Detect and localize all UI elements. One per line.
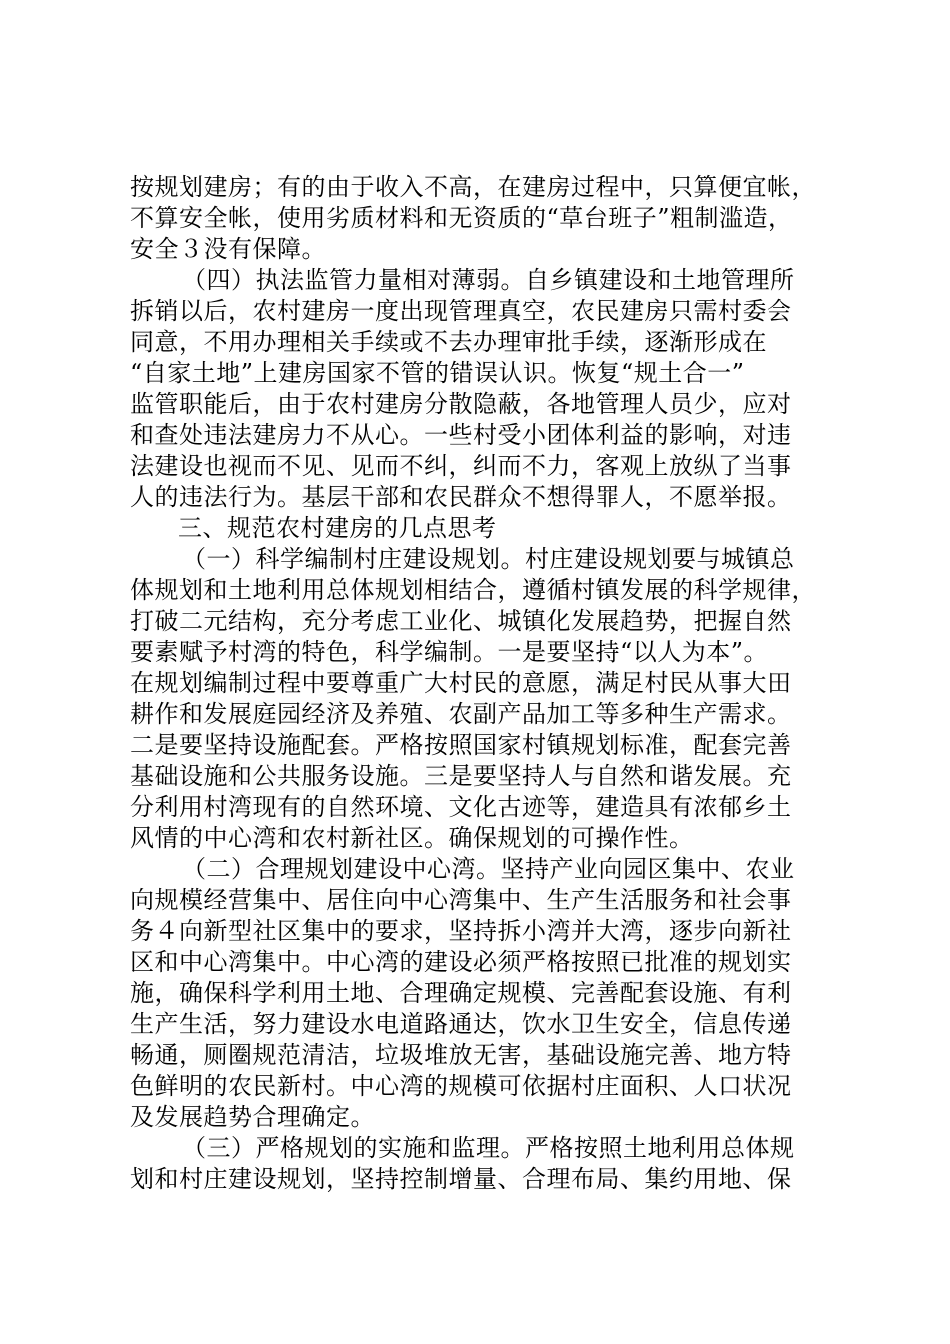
text-line: 风情的中心湾和农村新社区。确保规划的可操作性。	[130, 824, 694, 852]
paragraph-start-line: （二）合理规划建设中心湾。坚持产业向园区集中、农业	[182, 855, 795, 883]
document-body	[130, 172, 830, 1195]
text-line: 要素赋予村湾的特色，科学编制。一是要坚持“以人为本”。	[130, 638, 769, 666]
text-line: 同意，不用办理相关手续或不去办理审批手续，逐渐形成在	[130, 328, 767, 356]
text-line: 分利用村湾现有的自然环境、文化古迹等，建造具有浓郁乡土	[130, 793, 792, 821]
text-line: 法建设也视而不见、见而不纠，纠而不力，客观上放纵了当事	[130, 452, 792, 480]
text-line: 监管职能后，由于农村建房分散隐蔽，各地管理人员少，应对	[130, 390, 792, 418]
paragraph-start-line: （一）科学编制村庄建设规划。村庄建设规划要与城镇总	[182, 545, 795, 573]
paragraph-start-line: （四）执法监管力量相对薄弱。自乡镇建设和土地管理所	[182, 266, 795, 294]
paragraph-start-line: （三）严格规划的实施和监理。严格按照土地利用总体规	[182, 1134, 795, 1162]
text-line: 施，确保科学利用土地、合理确定规模、完善配套设施、有利	[130, 979, 792, 1007]
text-line: 不算安全帐，使用劣质材料和无资质的“草台班子”粗制滥造，	[130, 204, 793, 232]
section-heading: 三、规范农村建房的几点思考	[178, 514, 497, 542]
text-line: 生产生活，努力建设水电道路通达，饮水卫生安全，信息传递	[130, 1010, 792, 1038]
text-line: 区和中心湾集中。中心湾的建设必须严格按照已批准的规划实	[130, 948, 792, 976]
text-line: 按规划建房；有的由于收入不高，在建房过程中，只算便宜帐，	[130, 173, 816, 201]
text-line: 二是要坚持设施配套。严格按照国家村镇规划标准，配套完善	[130, 731, 792, 759]
text-line: 向规模经营集中、居住向中心湾集中、生产生活服务和社会事	[130, 886, 792, 914]
text-line: 人的违法行为。基层干部和农民群众不想得罪人，不愿举报。	[130, 483, 792, 511]
text-line: 耕作和发展庭园经济及养殖、农副产品加工等多种生产需求。	[130, 700, 792, 728]
text-line: 色鲜明的农民新村。中心湾的规模可依据村庄面积、人口状况	[130, 1072, 792, 1100]
text-line: 基础设施和公共服务设施。三是要坚持人与自然和谐发展。充	[130, 762, 792, 790]
text-line: 打破二元结构，充分考虑工业化、城镇化发展趋势，把握自然	[130, 607, 792, 635]
text-line: “自家土地”上建房国家不管的错误认识。恢复“规土合一”	[130, 359, 745, 387]
text-line: 务４向新型社区集中的要求，坚持拆小湾并大湾，逐步向新社	[130, 917, 792, 945]
text-line: 拆销以后，农村建房一度出现管理真空，农民建房只需村委会	[130, 297, 792, 325]
text-line: 划和村庄建设规划，坚持控制增量、合理布局、集约用地、保	[130, 1165, 792, 1193]
text-line: 畅通，厕圈规范清洁，垃圾堆放无害，基础设施完善、地方特	[130, 1041, 792, 1069]
text-line: 体规划和土地利用总体规划相结合，遵循村镇发展的科学规律，	[130, 576, 816, 604]
text-line: 安全３没有保障。	[130, 235, 326, 263]
text-line: 及发展趋势合理确定。	[130, 1103, 375, 1131]
text-line: 在规划编制过程中要尊重广大村民的意愿，满足村民从事大田	[130, 669, 792, 697]
text-line: 和查处违法建房力不从心。一些村受小团体利益的影响，对违	[130, 421, 792, 449]
